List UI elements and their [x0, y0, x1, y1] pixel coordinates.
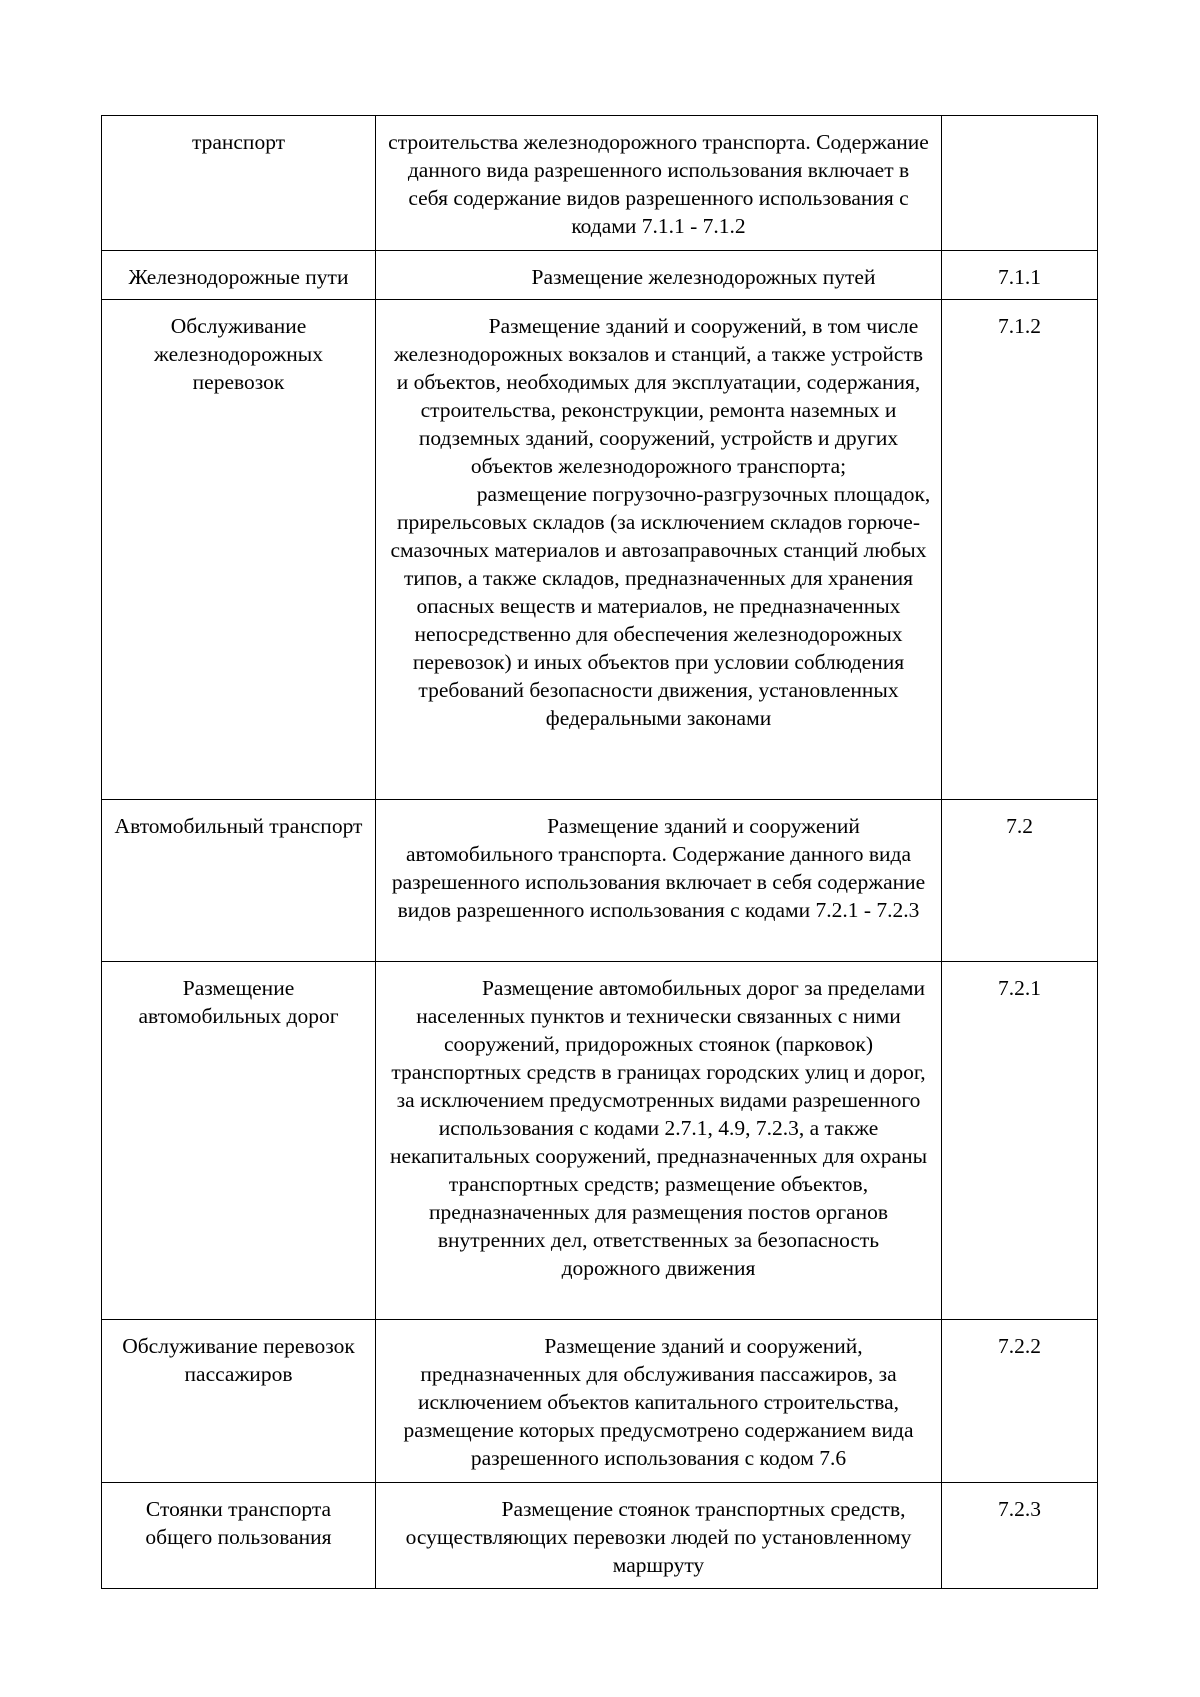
use-name-cell: Обслуживание железнодорожных перевозок — [102, 300, 376, 800]
table-row — [102, 116, 1098, 251]
description-paragraph: строительства железнодорожного транспорта. Содержание данного вида разрешенного использования включает в себя содержание видов разрешенного использования с кодами 7.1.1 - 7.1.2 — [388, 130, 929, 238]
description-paragraph: Размещение зданий и сооружений, в том числе железнодорожных вокзалов и станций, а также устройств и объектов, необходимых для эксплуатации, содержания, строительства, реконструкции, ремонта наземных и подземных зданий, сооружений, устройств и других объектов железнодорожного транспорта; — [393, 314, 923, 478]
description-paragraph: Размещение железнодорожных путей — [531, 265, 876, 289]
land-use-table — [101, 115, 1098, 1589]
description-paragraph: Размещение зданий и сооружений автомобильного транспорта. Содержание данного вида разрешенного использования включает в себя содержание видов разрешенного использования с кодами 7.2.1 - 7.2.3 — [391, 814, 926, 922]
description-paragraph: размещение погрузочно-разгрузочных площадок, прирельсовых складов (за исключением складов горюче-смазочных материалов и автозаправочных станций любых типов, а также складов, предназначенных для хранения опасных веществ и материалов, не предназначенных непосредственно для обеспечения железнодорожных перевозок) и иных объектов при условии соблюдения требований безопасности движения, установленных федеральными законами — [390, 482, 931, 730]
use-code-cell: 7.1.2 — [942, 300, 1098, 800]
use-description-cell — [376, 962, 942, 1320]
description-paragraph: Размещение зданий и сооружений, предназначенных для обслуживания пассажиров, за исключением объектов капитального строительства, размещение которых предусмотрено содержанием вида разрешенного использования с кодом 7.6 — [403, 1334, 914, 1470]
use-name-cell: Обслуживание перевозок пассажиров — [102, 1320, 376, 1483]
use-code-cell: 7.2.2 — [942, 1320, 1098, 1483]
table-row — [102, 1320, 1098, 1483]
use-code-cell: 7.1.1 — [942, 251, 1098, 300]
table-row — [102, 962, 1098, 1320]
description-paragraph: Размещение автомобильных дорог за пределами населенных пунктов и технически связанных с ними сооружений, придорожных стоянок (парковок) транспортных средств в границах городских улиц и дорог, за исключением предусмотренных видами разрешенного использования с кодами 2.7.1, 4.9, 7.2.3, а также некапитальных сооружений, предназначенных для охраны транспортных средств; размещение объектов, предназначенных для размещения постов органов внутренних дел, ответственных за безопасность дорожного движения — [389, 976, 928, 1280]
use-description-cell — [376, 251, 942, 300]
table-row — [102, 300, 1098, 800]
description-paragraph: Размещение стоянок транспортных средств, осуществляющих перевозки людей по установленному маршруту — [405, 1497, 912, 1577]
use-code-cell: 7.2.3 — [942, 1483, 1098, 1589]
use-code-cell: 7.2.1 — [942, 962, 1098, 1320]
table-row — [102, 1483, 1098, 1589]
table-row — [102, 800, 1098, 962]
use-description-cell — [376, 1483, 942, 1589]
use-description-cell — [376, 300, 942, 800]
use-code-cell: 7.2 — [942, 800, 1098, 962]
use-name-cell: Стоянки транспорта общего пользования — [102, 1483, 376, 1589]
use-name-cell: Железнодорожные пути — [102, 251, 376, 300]
use-code-cell — [942, 116, 1098, 251]
use-name-cell: Размещение автомобильных дорог — [102, 962, 376, 1320]
table-row — [102, 251, 1098, 300]
use-name-cell: транспорт — [102, 116, 376, 251]
use-name-cell: Автомобильный транспорт — [102, 800, 376, 962]
use-description-cell — [376, 1320, 942, 1483]
use-description-cell — [376, 800, 942, 962]
use-description-cell — [376, 116, 942, 251]
